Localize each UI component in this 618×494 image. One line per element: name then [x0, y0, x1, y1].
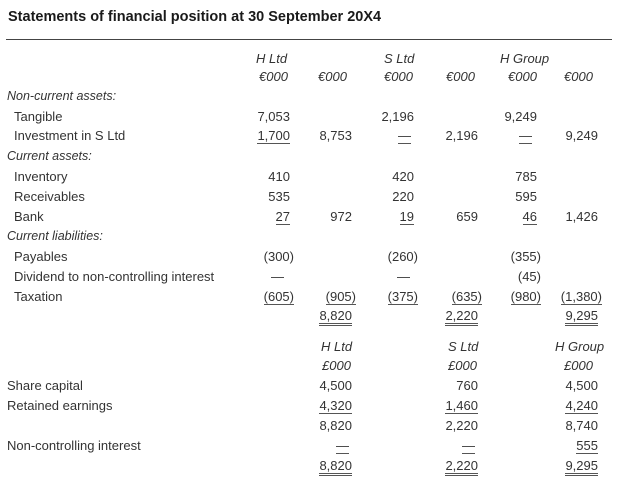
- currency-header: €000: [384, 69, 413, 84]
- cell: —: [336, 438, 349, 453]
- cell: (260): [387, 249, 418, 264]
- cell: (905): [325, 289, 356, 304]
- cell: 420: [392, 169, 414, 184]
- currency-header: €000: [564, 69, 593, 84]
- cell: 760: [456, 378, 478, 393]
- row-label-tangible: Tangible: [14, 109, 63, 124]
- cell: 9,249: [565, 128, 598, 143]
- row-label-retained-earnings: Retained earnings: [7, 398, 113, 413]
- cell: 410: [268, 169, 290, 184]
- row-label-share-capital: Share capital: [7, 378, 83, 393]
- section-current-assets: Current assets:: [7, 149, 92, 163]
- cell: 27: [275, 209, 290, 224]
- cell: (980): [510, 289, 541, 304]
- cell: (605): [263, 289, 294, 304]
- row-label-receivables: Receivables: [14, 189, 85, 204]
- cell: 972: [330, 209, 352, 224]
- cell: 19: [399, 209, 414, 224]
- row-label-taxation: Taxation: [14, 289, 63, 304]
- cell: 7,053: [257, 109, 290, 124]
- header-s-ltd: S Ltd: [384, 51, 415, 66]
- cell: 2,220: [445, 309, 478, 326]
- currency-header: €000: [508, 69, 537, 84]
- header-s-ltd: S Ltd: [448, 339, 479, 354]
- cell: (355): [510, 249, 541, 264]
- currency-header: £000: [322, 358, 351, 373]
- cell: (1,380): [560, 289, 602, 304]
- cell: 2,196: [381, 109, 414, 124]
- currency-header: £000: [564, 358, 593, 373]
- cell: 2,196: [445, 128, 478, 143]
- cell: 595: [515, 189, 537, 204]
- cell: (375): [387, 289, 418, 304]
- cell: —: [462, 438, 475, 453]
- cell: (300): [263, 249, 294, 264]
- cell: 8,820: [319, 418, 352, 433]
- header-h-ltd: H Ltd: [321, 339, 353, 354]
- title-rule: [6, 39, 612, 40]
- currency-header: €000: [259, 69, 288, 84]
- cell: —: [397, 269, 410, 284]
- cell: 46: [522, 209, 537, 224]
- cell: 4,320: [319, 398, 352, 413]
- cell: 9,295: [565, 309, 598, 326]
- cell: 4,500: [319, 378, 352, 393]
- row-label-payables: Payables: [14, 249, 68, 264]
- cell: 9,249: [504, 109, 537, 124]
- header-h-group: H Group: [555, 339, 605, 354]
- cell: 8,820: [319, 459, 352, 476]
- cell: 535: [268, 189, 290, 204]
- cell: 220: [392, 189, 414, 204]
- currency-header: £000: [448, 358, 477, 373]
- section-non-current-assets: Non-current assets:: [7, 89, 117, 103]
- row-label-nci: Non-controlling interest: [7, 438, 141, 453]
- cell: —: [519, 128, 532, 143]
- cell: 4,500: [565, 378, 598, 393]
- cell: 555: [576, 438, 598, 453]
- cell: (45): [517, 269, 541, 284]
- cell: 785: [515, 169, 537, 184]
- header-h-ltd: H Ltd: [256, 51, 288, 66]
- header-h-group: H Group: [500, 51, 550, 66]
- cell: 2,220: [445, 418, 478, 433]
- currency-header: €000: [446, 69, 475, 84]
- row-label-dividend: Dividend to non-controlling interest: [14, 269, 215, 284]
- section-current-liabilities: Current liabilities:: [7, 229, 103, 243]
- cell: 2,220: [445, 459, 478, 476]
- cell: 8,820: [319, 309, 352, 326]
- row-label-inventory: Inventory: [14, 169, 68, 184]
- cell: 8,740: [565, 418, 598, 433]
- row-label-bank: Bank: [14, 209, 44, 224]
- cell: 4,240: [565, 398, 598, 413]
- cell: 659: [456, 209, 478, 224]
- currency-header: €000: [318, 69, 347, 84]
- row-label-investment: Investment in S Ltd: [14, 128, 126, 143]
- cell: 9,295: [565, 459, 598, 476]
- cell: 1,426: [565, 209, 598, 224]
- cell: —: [271, 269, 284, 284]
- cell: 1,460: [445, 398, 478, 413]
- cell: —: [398, 128, 411, 143]
- cell: 1,700: [257, 128, 290, 143]
- cell: (635): [451, 289, 482, 304]
- page-title: Statements of financial position at 30 September 20X4: [8, 9, 382, 25]
- cell: 8,753: [319, 128, 352, 143]
